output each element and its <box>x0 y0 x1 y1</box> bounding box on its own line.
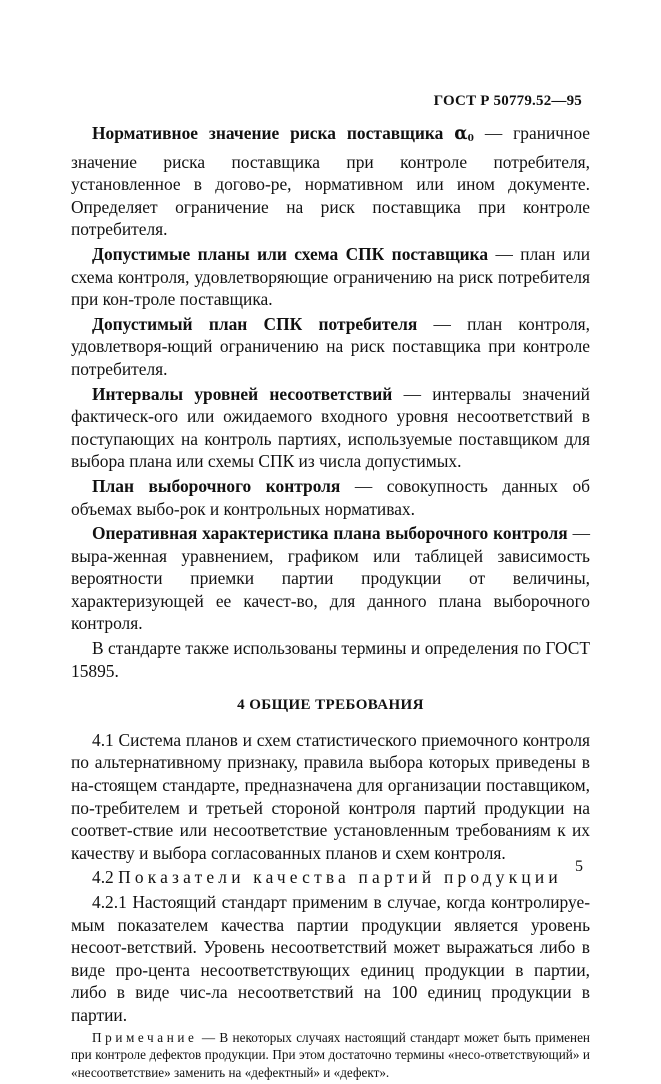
clause-4-1: 4.1 Система планов и схем статистического приемочного контроля по альтернативному признаку, правила выбора которых приведены в на-стоящем стандарте, предназначена для организации поставщиком, по-требителем и третьей стороной контроля партий продукции на соответ-ствие или несоответствие установленным требованиям к их качеству и выбора согласованных планов и схем контроля. <box>71 729 590 863</box>
clause-4-2-title: Показатели качества партий продукции <box>118 867 562 888</box>
definition-paragraph <box>71 243 590 311</box>
alpha-symbol: $\alpha_0$ <box>454 124 474 144</box>
note-paragraph <box>71 1029 590 1082</box>
definition-term: Нормативное значение риска поставщика <box>92 123 444 143</box>
clause-4-2-1: 4.2.1 Настоящий стандарт применим в случае, когда контролируе-мым показателем качества партии продукции является уровень несоот-ветствий. Уровень несоответствий может выражаться либо в виде про-цента несоответствующих единиц продукции в партии, либо в виде чис-ла несоответствий на 100 единиц продукции в партии. <box>71 892 590 1025</box>
definition-paragraph <box>71 313 590 381</box>
definition-text: — граничное значение риска поставщика при контроле потребителя, установленное в догово-ре, нормативном или ином документе. Определяет ограничение на риск поставщика при контроле потребителя. <box>71 123 590 240</box>
definition-paragraph <box>71 522 590 635</box>
note-text: — В некоторых случаях настоящий стандарт может быть применен при контроле дефектов продукции. При этом достаточно термины «несо-ответствующий» и «несоответствие» заменить на «дефектный» и «дефект». <box>71 1029 590 1081</box>
definition-term: Допустимый план СПК потребителя <box>92 313 418 334</box>
page-number: 5 <box>575 858 583 875</box>
definition-text: — план или схема контроля, удовлетворяющие ограничению на риск потребителя при кон-троле поставщика. <box>71 243 590 310</box>
document-number-header: ГОСТ Р 50779.52—95 <box>433 93 582 109</box>
clause-4-2-heading: 4.2 Показатели качества партий продукции <box>92 867 562 888</box>
definition-term: Интервалы уровней несоответствий <box>92 383 393 404</box>
note-label: Примечание <box>92 1029 198 1045</box>
definition-text: — интервалы значений фактическ-ого или ожидаемого входного уровня несоответствий в поступающих на контроль партиях, используемые поставщиком для выбора плана или схемы СПК из числа допустимых. <box>71 383 590 472</box>
document-body <box>71 122 590 1084</box>
definition-paragraph <box>71 383 590 473</box>
definition-text: — план контроля, удовлетворя-ющий ограничению на риск поставщика при контроле потребителя. <box>71 313 590 379</box>
definition-term: План выборочного контроля <box>92 475 341 496</box>
definition-paragraph <box>71 122 590 241</box>
definition-paragraph <box>71 475 590 520</box>
definition-text: — совокупность данных об объемах выбо-рок и контрольных нормативах. <box>71 475 590 519</box>
section-title: 4 ОБЩИЕ ТРЕБОВАНИЯ <box>237 697 424 714</box>
definition-text: — выра-женная уравнением, графиком или таблицей зависимость вероятности приемки партии продукции от величины, характеризующей ее качест-во, для данного плана выборочного контроля. <box>71 523 590 634</box>
definition-term: Допустимые планы или схема СПК поставщика <box>92 243 489 264</box>
references-paragraph: В стандарте также использованы термины и определения по ГОСТ 15895. <box>71 638 590 681</box>
definition-term: Оперативная характеристика плана выборочного контроля <box>92 523 568 544</box>
